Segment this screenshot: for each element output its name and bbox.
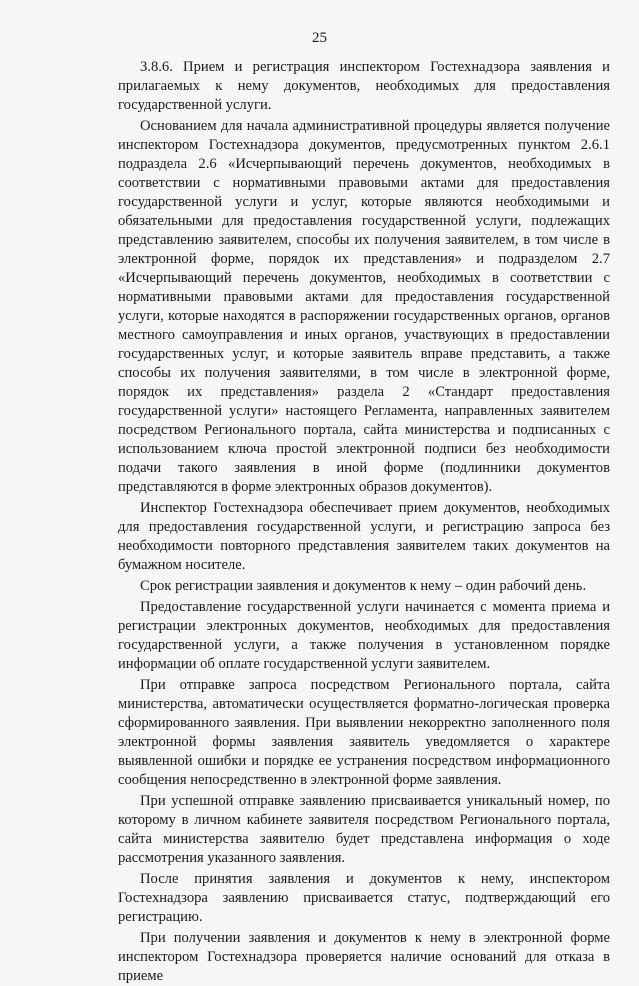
- page-number: 25: [312, 30, 327, 46]
- paragraph: При получении заявления и документов к нему в электронной форме инспектором Гостехнадзора проверяется наличие оснований для отказа в приеме: [118, 930, 610, 984]
- paragraph: После принятия заявления и документов к нему, инспектором Гостехнадзора заявлению присваивается статус, подтверждающий его регистрацию.: [118, 871, 610, 925]
- paragraph: При успешной отправке заявлению присваивается уникальный номер, по которому в личном кабинете заявителя посредством Регионального портала, сайта министерства заявителю будет представлена информация о ходе рассмотрения указанного заявления.: [118, 793, 610, 866]
- paragraph: Срок регистрации заявления и документов к нему – один рабочий день.: [140, 578, 587, 594]
- paragraph: Предоставление государственной услуги начинается с момента приема и регистрации электронных документов, необходимых для предоставления государственной услуги, а также получения в установленном порядке информации об оплате государственной услуги заявителем.: [118, 599, 610, 672]
- paragraph: Основанием для начала административной процедуры является получение инспектором Гостехнадзора документов, предусмотренных пунктом 2.6.1 подраздела 2.6 «Исчерпывающий перечень документов, необходимых в соответствии с нормативными правовыми актами для предоставления государственной услуги и услуг, которые являются необходимыми и обязательными для предоставления государственной услуги, подлежащих представлению заявителем, способы их получения заявителем, в том числе в электронной форме, порядок их представления» и подразделом 2.7 «Исчерпывающий перечень документов, необходимых в соответствии с нормативными правовыми актами для предоставления государственной услуги, которые находятся в распоряжении государственных органов, органов местного самоуправления и иных органов, участвующих в предоставлении государственных услуг, и которые заявитель вправе представить, а также способы их получения заявителями, в том числе в электронной форме, порядок их представления» раздела 2 «Стандарт предоставления государственной услуги» настоящего Регламента, направленных заявителем посредством Регионального портала, сайта министерства и подписанных с использованием ключа простой электронной подписи без необходимости подачи такого заявления в иной форме (подлинники документов представляются в форме электронных образов документов).: [118, 118, 610, 495]
- paragraph: Инспектор Гостехнадзора обеспечивает прием документов, необходимых для предоставления государственной услуги, и регистрацию запроса без необходимости повторного представления заявителем таких документов на бумажном носителе.: [118, 500, 610, 573]
- paragraph-section-title: 3.8.6. Прием и регистрация инспектором Гостехнадзора заявления и прилагаемых к нему документов, необходимых для предоставления государственной услуги.: [118, 59, 610, 113]
- paragraph: При отправке запроса посредством Регионального портала, сайта министерства, автоматически осуществляется форматно-логическая проверка сформированного заявления. При выявлении некорректно заполненного поля электронной формы заявления заявитель уведомляется о характере выявленной ошибки и порядке ее устранения посредством информационного сообщения непосредственно в электронной форме заявления.: [118, 677, 610, 788]
- document-body: [118, 58, 610, 986]
